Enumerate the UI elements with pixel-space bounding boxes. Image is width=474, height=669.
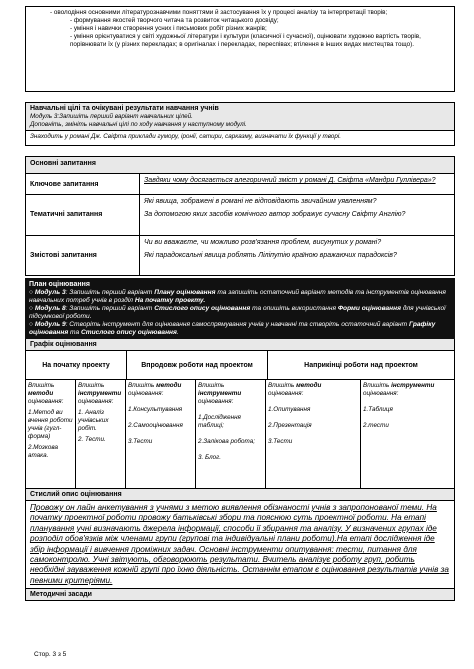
goals-instruction-1: Модуль 3:Запишіть перший варіант навчальних цілей. (30, 113, 193, 120)
plan-item-1: ○ Модуль 3: Запишіть перший варіант Плану оцінювання та запишіть остаточний варіант методів та інструментів оцінювання навчальних потреб учнів в розділ На початку проекту. (29, 289, 446, 304)
questions-table (25, 156, 455, 276)
plan-item-2: ○ Модуль 8: Запишіть перший варіант Стислого опису оцінювання та опишіть використання Форми оцінювання для учнівської підсумкової роботи. (29, 305, 446, 320)
during-methods: Впишіть методи оцінювання: 1.Консультування 2.Самооцінювання 3.Тести (126, 380, 196, 488)
during-tools: Впишіть інструменти оцінювання: 1.Дослідження таблиці; 2.Заліковa робота; 3. Блог. (196, 380, 266, 488)
key-question-text: Завдяки чому досягається алегоричний зміст у романі Д. Свіфта «Мандри Гуллівера»? (140, 174, 455, 195)
intro-item: - формування якостей творчого читача та розвиток читацького досвіду; (70, 17, 279, 24)
intro-item: - уміння орієнтуватися у світі художньої літератури і культури (класичної і сучасної), оцінювати художню вартість творів, порівнювати їх (у різних перекладах; в оригіналах і перекладах, переспівах; втілення в інших видах мистецтва тощо). (70, 33, 421, 48)
plan-item-3: ○ Модуль 9: Створіть інструмент для оцінювання самоспрямування учнів у навчанні та створіть остаточний варіант Графіку оцінювання та Стислого опису оцінювання. (29, 321, 436, 336)
spacer (25, 146, 455, 156)
summary-text: Провожу он лайн анкетування з учнями з метою виявлення обізнаності учнів з запропонованої теми. На початку проектної роботи провожу батьківські збори та пояснюю суть проектної роботи. На етапі планування учні визначають джерела інформації, способи її збирання та аналізу. У визначених групах іде розподіл обов'язків між членами групи (групові та індивідуальні плани роботи).На етапі дослідження іде збір інформації і вивчення проміжних задач. Основні інструменти опитування: тести, питання для самоконтролю. Учні звітують, обговорюють результати. Вчитель аналізує роботу груп, робить необхідні зауваження кожній групі про їхню діяльність. Останнім етапом є оцінювання результатів учнів за певними критеріями. (30, 503, 449, 585)
end-tools: Впишіть інструменти оцінювання: 1.Таблиця 2.тести (363, 382, 435, 429)
schedule-col-end: Наприкінці роботи над проектом (304, 361, 418, 369)
goals-header-block (26, 103, 454, 130)
end-methods: Впишіть методи оцінювання: 1.Опитування 2.Презентація 3.Тести (266, 380, 361, 488)
schedule-col-start: На початку проекту (26, 351, 127, 379)
intro-list-box (25, 6, 455, 92)
intro-item: - оволодіння основними літературознавчими поняттями й застосування їх у процесі аналізу та інтерпретації творів; (50, 9, 388, 16)
plan-header: План оцінювання (29, 281, 90, 288)
start-methods: Впишіть методи оцінювання: 1.Метод ви вчення роботи учнів (гугл-форма) 2.Мозкова атака. (26, 380, 76, 488)
content-question-1: Чи ви вважаєте, чи можливо розв'язання проблем, висунутих у романі? (144, 238, 382, 246)
key-question-label: Ключове запитання (26, 174, 140, 195)
plan-box (25, 278, 455, 339)
intro-item: - уміння і навички створення усних і письмових робіт різних жанрів; (70, 25, 267, 32)
schedule-col-during: Впродовж роботи над проектом (127, 351, 268, 379)
content-question-2: Які парадоксальні явища роблять Ліліпутію країною вражаючих парадоксів? (144, 251, 397, 259)
thematic-questions-label: Тематичні запитання (26, 195, 140, 236)
goals-header: Навчальні цілі та очікувані результати навчання учнів (30, 105, 219, 112)
goals-instruction-2: Доповніть, змініть навчальні цілі по ходу навчання у наступному модулі. (30, 121, 247, 128)
content-questions-label: Змістові запитання (26, 235, 140, 276)
page-footer: Стор. 3 з 5 (34, 651, 67, 658)
summary-box (25, 489, 455, 601)
questions-header: Основні запитання (26, 157, 455, 174)
summary-header: Стислий опис оцінювання (26, 489, 454, 501)
schedule-columns-header (26, 351, 454, 380)
page (25, 6, 455, 601)
goals-box (25, 102, 455, 146)
goals-content: Знаходить у романі Дж. Свіфта приклади гумору, іронії, сатири, сарказму, визначати їх функції у творі. (26, 130, 454, 143)
method-header: Методичні засади (26, 588, 454, 600)
start-tools: Впишіть інструменти оцінювання: 1. Аналіз учнівських робіт. 2. Тести. (76, 380, 126, 488)
schedule-body (26, 380, 454, 488)
thematic-question-1: Які явища, зображені в романі не відповідають звичайним уявленням? (144, 198, 377, 205)
schedule-header: Графік оцінювання (26, 339, 454, 351)
spacer (25, 92, 455, 102)
thematic-question-2: За допомогою яких засобів комічного автор зображує сучасну Свіфту Англію? (144, 211, 406, 218)
schedule-box (25, 339, 455, 489)
